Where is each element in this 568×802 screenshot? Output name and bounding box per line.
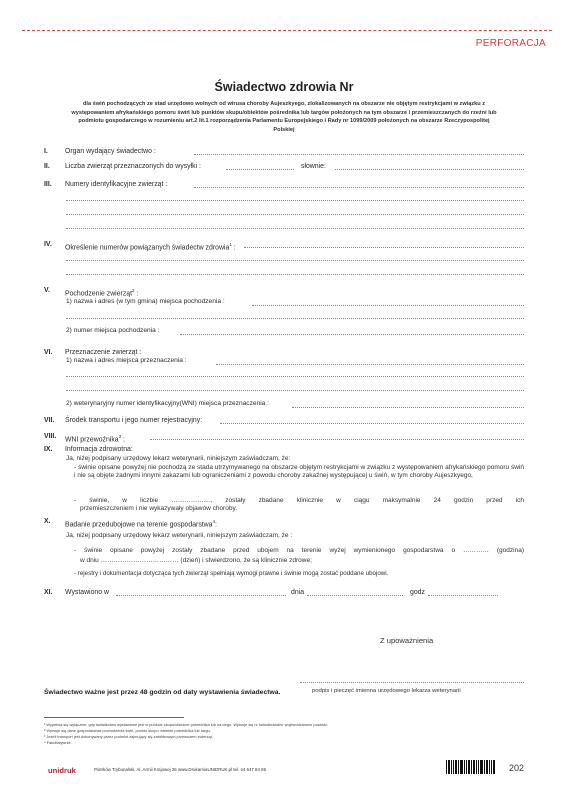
destination-name-address-label: 1) nazwa i adres miejsca przeznaczenia : — [66, 357, 187, 364]
section-health-info — [44, 445, 524, 455]
signature-label: podpis i pieczęć imienna urzędowego lekarza weterynarii — [312, 688, 461, 694]
pre-slaughter-declaration: Ja, niżej podpisany urzędowy lekarz weterynarii, niniejszym zaświadczam, że : — [66, 532, 293, 539]
footnote-divider — [44, 717, 184, 718]
section-number: V. — [44, 287, 50, 294]
section-label: WNI przewoźnika$^3$ : — [65, 434, 125, 444]
origin-number-label: 2) numer miejsca pochodzenia : — [66, 327, 160, 334]
authorization-label: Z upoważnienia — [380, 636, 434, 645]
fill-line[interactable] — [66, 260, 524, 261]
fill-line[interactable] — [216, 364, 524, 365]
footnote: ³ Jeżeli transport jest dokonywany przez podmiot zajmujący się zarobkowym przewozem zwierząt. — [44, 734, 213, 739]
footnote-ref: 2 — [132, 288, 135, 293]
label-text: WNI przewoźnika — [65, 436, 119, 444]
fill-line[interactable] — [66, 274, 524, 275]
origin-name-address-label: 1) nazwa i adres (w tym gmina) miejsca pochodzenia : — [66, 298, 225, 305]
health-declaration: Ja, niżej podpisany urzędowy lekarz weterynarii, niniejszym zaświadczam, że: — [66, 455, 291, 462]
section-label: Środek transportu i jego numer rejestracyjny: — [65, 417, 203, 424]
label-text: Badanie przedubojowe na terenie gospodarstwa — [65, 521, 213, 529]
perforation-label: PERFORACJA — [475, 38, 546, 49]
perforation-line — [22, 30, 552, 31]
section-pre-slaughter — [44, 517, 524, 527]
fill-line[interactable] — [66, 214, 524, 215]
fill-line[interactable] — [66, 228, 524, 229]
footnote: ⁴ Fakultatywnie. — [44, 740, 72, 745]
date-fill-line[interactable] — [307, 595, 403, 596]
place-fill-line[interactable] — [116, 595, 286, 596]
section-label: Wystawiono w — [65, 589, 109, 596]
health-statement-1: - świnie opisane powyżej nie pochodzą ze stada utrzymywanego na obszarze objętym restrykcjami w związku z występowaniem afrykańskiego pomoru świń i nie są objęte żadnymi innymi zakazami lub ograniczeniami z powodu choroby zakaźnej występującej u świń, w tym choroby Aujeszkyego, — [74, 464, 524, 480]
fill-line[interactable] — [180, 334, 524, 335]
fill-line[interactable] — [150, 439, 524, 440]
section-transport — [44, 416, 524, 426]
section-label: Numery identyfikacyjne zwierząt : — [65, 181, 168, 188]
date-label: dnia — [291, 589, 305, 596]
fill-line[interactable] — [244, 247, 524, 248]
validity-note: Świadectwo ważne jest przez 48 godzin od daty wystawienia świadectwa. — [44, 689, 281, 696]
footnote-ref: 1 — [229, 242, 232, 247]
section-carrier — [44, 432, 524, 442]
section-number: IV. — [44, 241, 52, 248]
words-label: słownie: — [301, 163, 326, 170]
section-label: Organ wydający świadectwo : — [65, 148, 156, 155]
footnote-ref: 4 — [212, 519, 216, 524]
section-number: VIII. — [44, 433, 57, 440]
section-origin — [44, 286, 524, 296]
fill-line[interactable] — [66, 390, 524, 391]
section-number: VI. — [44, 349, 53, 356]
section-number: IX. — [44, 446, 53, 453]
document-title: Świadectwo zdrowia Nr — [214, 80, 354, 94]
section-label: Pochodzenie zwierząt$^2$ : — [65, 288, 139, 298]
section-related-certificates — [44, 240, 524, 250]
pre-slaughter-statement-2: - rejestry i dokumentacja dotycząca tych zwierząt spełniają wymogi prawne i świnie mogą zostać poddane ubojowi. — [74, 570, 389, 577]
words-fill-line[interactable] — [335, 169, 524, 170]
section-ids — [44, 180, 524, 190]
document-subtitle: dla świń pochodzących ze stad urzędowo wolnych od wirusa choroby Aujeszkyego, zlokalizowanych na obszarze nie objętym restrykcjami w związku z występowaniem afrykańskiego pomoru świń lub punktów skupu/obiektów pośrednika lub targów położonych na tym obszarze i przemieszczanych do rzeźni lub podmiotu gospodarczego w rozumieniu art.2 lit.1 rozporządzenia Parlamentu Europejskiego i Rady nr 1099/2009 położonych na obszarze Rzeczypospolitej Polskiej — [71, 101, 497, 133]
label-text: Pochodzenie zwierząt — [65, 290, 133, 298]
fill-line[interactable] — [292, 407, 524, 408]
pre-slaughter-statement-1-cont: w dniu ……………………………… (dzień) i stwierdzono, że są klinicznie zdrowe; — [80, 557, 312, 564]
section-number: XI. — [44, 589, 53, 596]
time-label: godz — [410, 589, 425, 596]
section-label: Badanie przedubojowe na terenie gospodarstwa$^4$: — [65, 519, 217, 529]
section-label: Liczba zwierząt przeznaczonych do wysyłki : — [65, 163, 201, 170]
section-issued — [44, 588, 524, 598]
time-fill-line[interactable] — [428, 595, 498, 596]
footnote: ² Wpisuje się dane gospodarstwa pochodzenia świń, punktu skupu /obiektu pośrednika lub targu. — [44, 728, 211, 733]
publisher-address: Piotrków Trybunalski, Al. Armii Krajowej 26 www.DrukarniaUNIDRUK.pl tel. 44 647 84 86 — [94, 767, 267, 772]
page-number: 202 — [509, 763, 525, 773]
pre-slaughter-statement-1: - świnie opisane powyżej zostały zbadane przed ubojem na terenie wyżej wymienionego gospodarstwa o ………… (godzina) — [74, 547, 524, 554]
fill-line[interactable] — [252, 305, 524, 306]
count-fill-line[interactable] — [226, 169, 294, 170]
health-statement-2-cont: przemieszczeniem i nie wykazywały objawów choroby. — [80, 505, 238, 512]
publisher-logo: unidruk — [48, 766, 76, 775]
section-number: I. — [44, 148, 48, 155]
footnote-ref: 3 — [118, 434, 122, 439]
section-number: X. — [44, 518, 51, 525]
destination-wni-label: 2) weterynaryjny numer identyfikacyjny(WNI) miejsca przeznaczenia : — [66, 400, 270, 407]
section-number: VII. — [44, 417, 55, 424]
health-statement-2: - świnie, w liczbie ………………, zostały zbadane klinicznie w ciągu maksymalnie 24 godzin przed ich — [74, 497, 524, 504]
label-text: Określenie numerów powiązanych świadectw zdrowia — [65, 244, 230, 252]
section-label: Określenie numerów powiązanych świadectw zdrowia$^1$ : — [65, 242, 236, 252]
signature-line[interactable] — [300, 682, 524, 683]
fill-line[interactable] — [194, 154, 524, 155]
section-label: Informacja zdrowotna: — [65, 446, 133, 453]
section-number: III. — [44, 181, 52, 188]
page-footer — [0, 758, 568, 788]
barcode-icon — [446, 760, 504, 774]
fill-line[interactable] — [66, 376, 524, 377]
section-count — [44, 162, 524, 172]
footnote: ¹ Wypełnia się wyłącznie, gdy świadectwo wystawiane jest w punkcie skupu/obiekcie pośrednika lub na targu. Wpisuje się nr świadectwa/nr województwa/nr powiatu. — [44, 722, 328, 727]
fill-line[interactable] — [66, 200, 524, 201]
section-label: Przeznaczenie zwierząt : — [65, 349, 142, 356]
section-number: II. — [44, 163, 50, 170]
fill-line[interactable] — [66, 318, 524, 319]
fill-line[interactable] — [220, 423, 524, 424]
section-organ — [44, 147, 524, 157]
fill-line[interactable] — [194, 187, 524, 188]
